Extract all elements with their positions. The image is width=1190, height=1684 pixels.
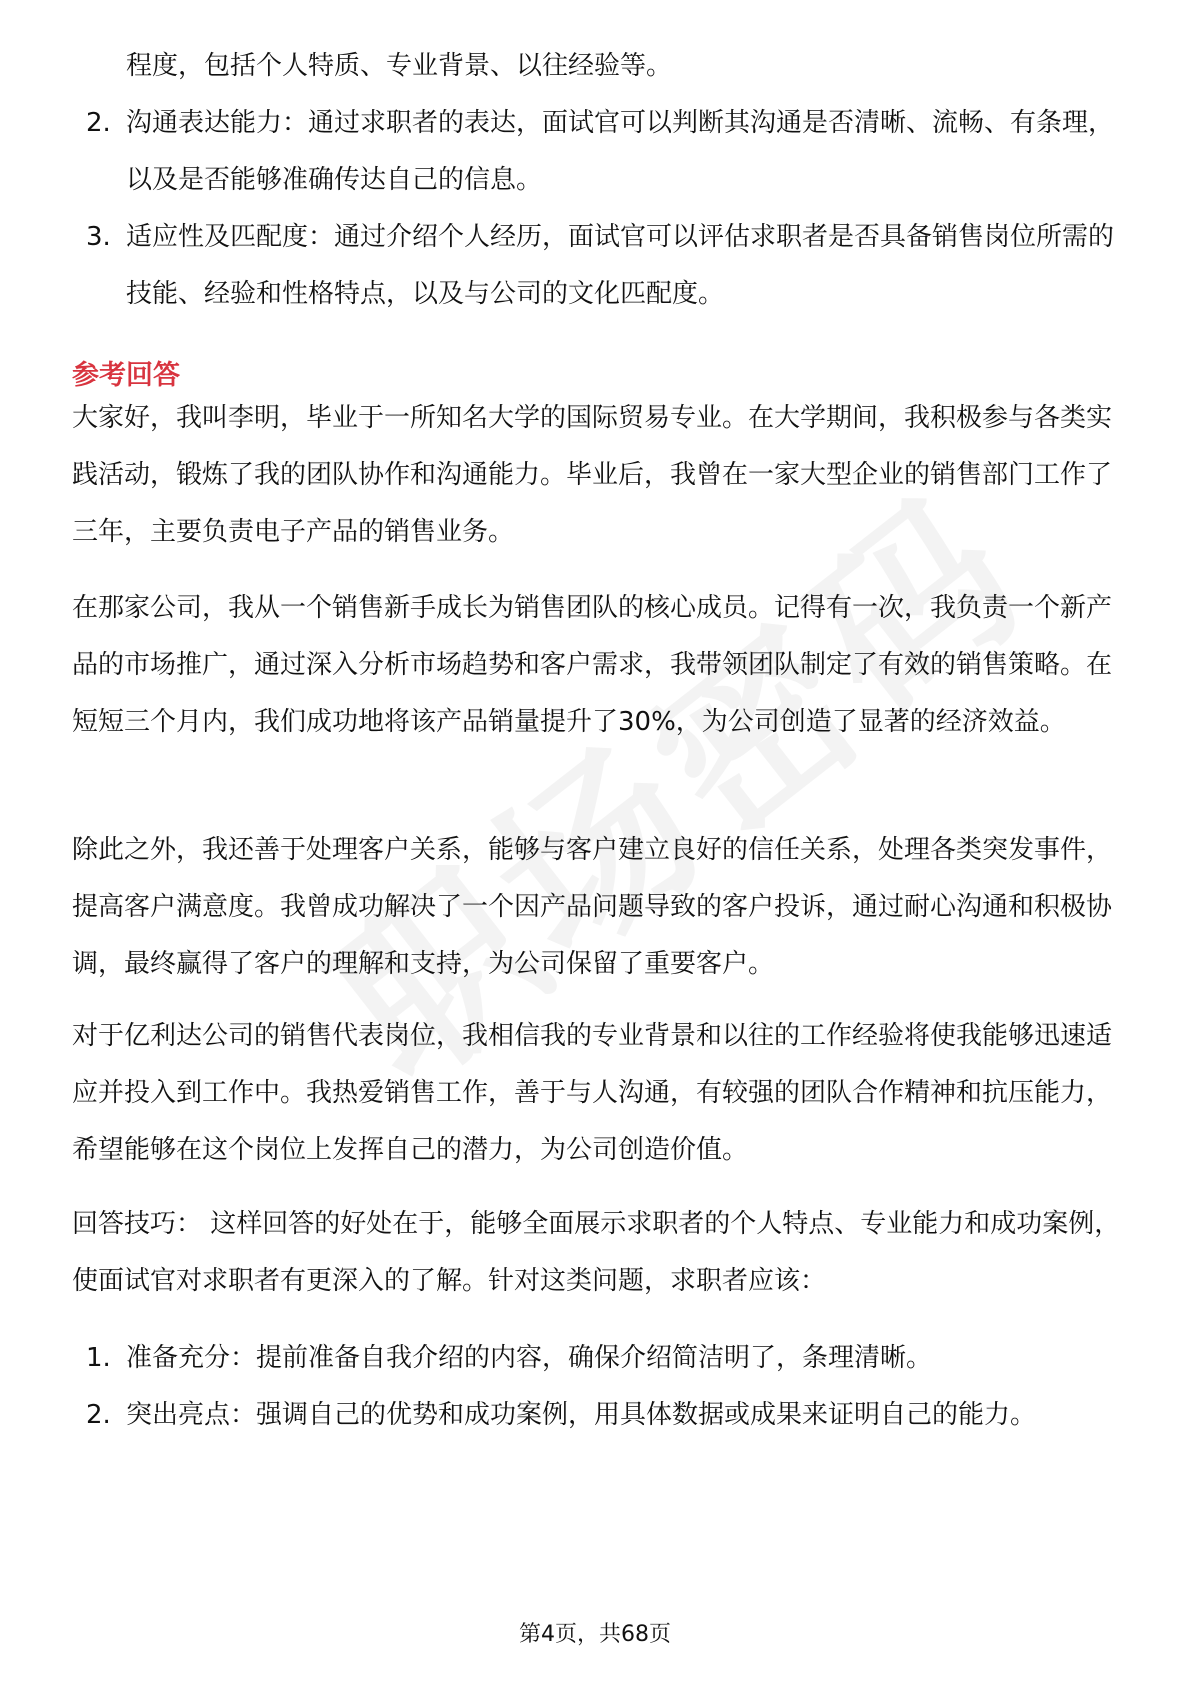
list-item-continuation: [86, 38, 1126, 95]
list-item-text: 程度，包括个人特质、专业背景、以往经验等。: [126, 51, 673, 81]
list-item: [86, 1330, 1126, 1387]
intro-list: [86, 38, 1126, 323]
paragraph: 在那家公司，我从一个销售新手成长为销售团队的核心成员。记得有一次，我负责一个新产品的市场推广，通过深入分析市场趋势和客户需求，我带领团队制定了有效的销售策略。在短短三个月内，我们成功地将该产品销量提升了30%，为公司创造了显著的经济效益。: [72, 593, 1113, 737]
page-footer: 第4页，共68页: [519, 1622, 671, 1647]
paragraph: 对于亿利达公司的销售代表岗位，我相信我的专业背景和以往的工作经验将使我能够迅速适应并投入到工作中。我热爱销售工作，善于与人沟通，有较强的团队合作精神和抗压能力，希望能够在这个岗位上发挥自己的潜力，为公司创造价值。: [72, 1021, 1113, 1165]
paragraph: 除此之外，我还善于处理客户关系，能够与客户建立良好的信任关系，处理各类突发事件，提高客户满意度。我曾成功解决了一个因产品问题导致的客户投诉，通过耐心沟通和积极协调，最终赢得了客户的理解和支持，为公司保留了重要客户。: [72, 835, 1113, 979]
answer-tips-paragraph: 回答技巧： 这样回答的好处在于，能够全面展示求职者的个人特点、专业能力和成功案例，使面试官对求职者有更深入的了解。针对这类问题，求职者应该：: [72, 1209, 1121, 1296]
list-item-number: 1.: [86, 1343, 111, 1373]
list-item-text: 准备充分：提前准备自我介绍的内容，确保介绍简洁明了，条理清晰。: [126, 1343, 933, 1373]
list-item: [86, 95, 1126, 209]
list-item-text: 适应性及匹配度：通过介绍个人经历，面试官可以评估求职者是否具备销售岗位所需的技能、经验和性格特点，以及与公司的文化匹配度。: [126, 222, 1115, 309]
list-item-number: 2.: [86, 1400, 111, 1430]
paragraph: 大家好，我叫李明，毕业于一所知名大学的国际贸易专业。在大学期间，我积极参与各类实践活动，锻炼了我的团队协作和沟通能力。毕业后，我曾在一家大型企业的销售部门工作了三年，主要负责电子产品的销售业务。: [72, 403, 1113, 547]
list-item: [86, 209, 1126, 323]
list-item-number: 3.: [86, 222, 111, 252]
section-heading: 参考回答: [72, 360, 180, 391]
list-item-number: 2.: [86, 108, 111, 138]
tips-list: [86, 1330, 1126, 1444]
list-item-text: 沟通表达能力：通过求职者的表达，面试官可以判断其沟通是否清晰、流畅、有条理，以及是否能够准确传达自己的信息。: [126, 108, 1115, 195]
list-item-text: 突出亮点：强调自己的优势和成功案例，用具体数据或成果来证明自己的能力。: [126, 1400, 1037, 1430]
list-item: [86, 1387, 1126, 1444]
